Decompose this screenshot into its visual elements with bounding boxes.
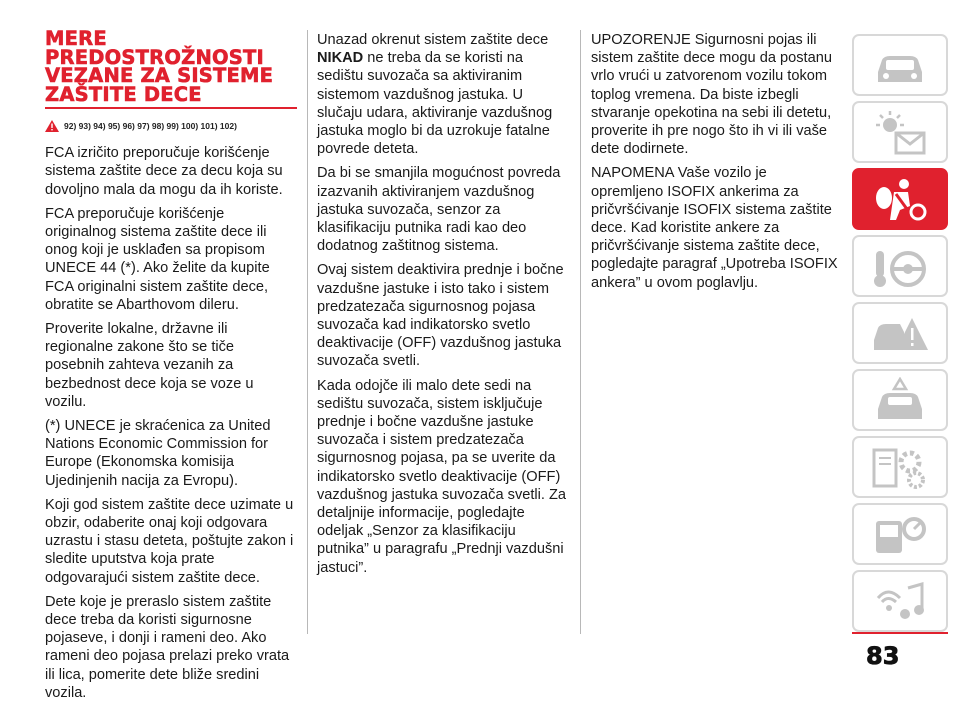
paragraph: Kada odojče ili malo dete sedi na sedištu suvozača, sistem isključuje prednje i bočne vazdušne jastuke suvozača i sistem predzatezača sigurnosnog pojasa, pa se uverite da indikatorsko svetlo deaktivacije (OFF) vazdušnog jastuka suvozača svetli. Za detaljnije informacije, pogledajte odeljak „Senzor za klasifikaciju putnika” u paragrafu „Prednji vazdušni jastuci”.	[317, 377, 567, 576]
technical-data-icon	[870, 511, 930, 559]
column-1	[45, 27, 297, 708]
paragraph: FCA preporučuje korišćenje originalnog sistema zaštite dece ili onog koji je usklađen sa propisom UNECE 44 (*). Ako želite da kupite FCA originalni sistem zaštite dece, obratite se Abarthovom dileru.	[45, 205, 270, 313]
car-dashboard-icon	[870, 42, 930, 90]
lights-message-icon	[870, 109, 930, 157]
footnote-paragraph: (*) UNECE je skraćenica za United Nations Economic Commission for Europe (Ekonomska komisija Ujedinjenih nacija za Evropu).	[45, 418, 271, 489]
multimedia-icon	[870, 578, 930, 626]
tab-starting[interactable]	[852, 235, 948, 297]
title-line-2: PREDOSTROŽNOSTI	[45, 45, 264, 69]
title-line-3: VEZANE ZA SISTEME	[45, 64, 274, 87]
paragraph: Proverite lokalne, državne ili regionalne zakone što se tiče posebnih zahteva vezanih za bezbednost dece koja se voze u vozilu.	[45, 321, 254, 410]
maintenance-gears-icon	[870, 444, 930, 492]
paragraph: Dete koje je preraslo sistem zaštite dece treba da koristi sigurnosne pojaseve, i donji i rameni deo. Ako rameni deo pojasa prelazi preko vrata ili lica, pomerite dete bliže sredini vozila.	[45, 593, 290, 701]
text-span: ne treba da se koristi na sedištu suvozača sa aktiviranim sistemom vazdušnog jastuka. U slučaju udara, aktiviranje vazdušnog jastuka moglo bi da uzrokuje fatalne povrede deteta.	[317, 50, 553, 158]
safety-airbag-icon	[870, 176, 930, 224]
warning-paragraph: UPOZORENJE Sigurnosni pojas ili sistem zaštite dece mogu da postanu vrlo vrući u zatvorenom vozilu tokom toplog vremena. Da biste izbegli stvaranje opekotina na sebi ili detetu, proverite ih pre nogo što ih vi ili vaše dete dodirnete.	[591, 32, 832, 158]
section-title	[45, 27, 297, 106]
warning-triangle-icon	[45, 120, 59, 132]
paragraph	[317, 31, 570, 158]
column-3	[591, 31, 841, 298]
page-number-rule	[852, 632, 948, 634]
tab-emergency[interactable]	[852, 369, 948, 431]
tab-maintenance[interactable]	[852, 436, 948, 498]
column-divider	[307, 30, 308, 634]
emphasis-never: NIKAD	[317, 50, 364, 67]
emergency-breakdown-icon	[870, 377, 930, 425]
reference-numbers: 92) 93) 94) 95) 96) 97) 98) 99) 100) 101) 102)	[64, 121, 237, 131]
paragraph: FCA izričito preporučuje korišćenje sistema zaštite dece za decu koja su dovoljno mala da mogu da ih koriste.	[45, 145, 283, 198]
title-underline	[45, 107, 297, 109]
tab-lights[interactable]	[852, 101, 948, 163]
tab-multimedia[interactable]	[852, 570, 948, 632]
title-line-4: ZAŠTITE DECE	[45, 82, 202, 106]
page-number: 83	[866, 642, 900, 670]
paragraph: Da bi se smanjila mogućnost povreda izazvanih aktiviranjem vazdušnog jastuka suvozača, senzor za klasifikaciju putnika radi kao deo dodatnog zaštitnog sistema.	[317, 165, 561, 255]
warning-references	[45, 117, 297, 135]
column-2	[317, 31, 570, 583]
title-line-1: MERE	[45, 27, 107, 50]
paragraph: Ovaj sistem deaktivira prednje i bočne vazdušne jastuke i isto tako i sistem predzatezača sigurnosnog pojasa suvozača kad indikatorsko svetlo deaktivacije (OFF) vazdušnog jastuka suvozača svetli.	[317, 262, 564, 370]
car-warning-icon	[870, 310, 930, 358]
tab-technical-data[interactable]	[852, 503, 948, 565]
column-divider	[580, 30, 581, 634]
key-steering-wheel-icon	[870, 243, 930, 291]
note-paragraph: NAPOMENA Vaše vozilo je opremljeno ISOFIX ankerima za pričvršćivanje ISOFIX sistema zaštite dece. Kad koristite ankere za pričvršćivanje sistema zaštite dece, pogledajte paragraf „Upotreba ISOFIX ankera” u ovom poglavlju.	[591, 165, 838, 291]
paragraph: Koji god sistem zaštite dece uzimate u obzir, odaberite onaj koji odgovara uzrastu i stasu deteta, poštujte zakon i sledite uputstva koja prate odgovarajući sistem zaštite dece.	[45, 496, 294, 586]
tab-safety[interactable]	[852, 168, 948, 230]
tab-warnings[interactable]	[852, 302, 948, 364]
tab-dashboard[interactable]	[852, 34, 948, 96]
text-span: Unazad okrenut sistem zaštite dece	[317, 32, 549, 48]
